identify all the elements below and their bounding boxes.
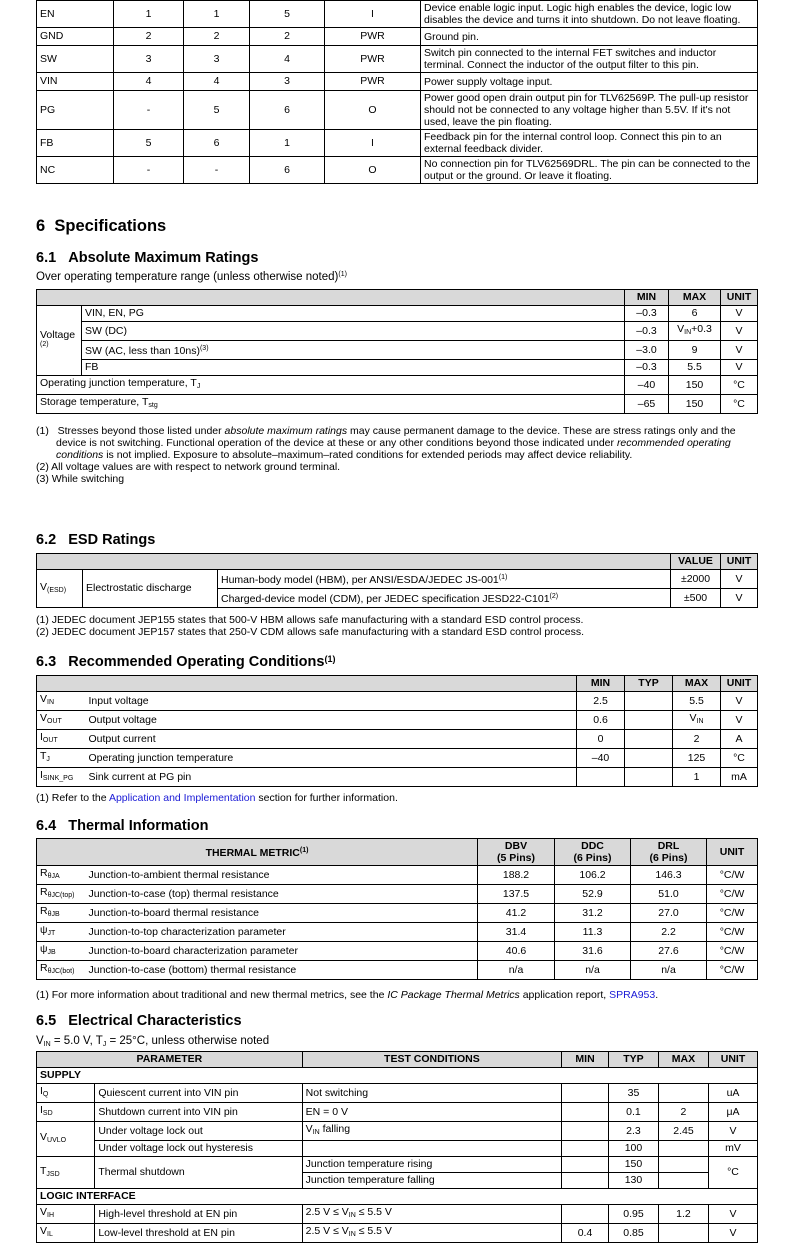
thermal-row: $R_{\theta JC(bot)}$ Junction-to-case (bottom) thermal resistance n/a n/a n/a °C/W — [37, 961, 758, 980]
abs-max-notes: (1) Stresses beyond those listed under absolute maximum ratings may cause permanent damage to the device. These are stress ratings only and the device is not switching. Functional operation of the device at these or any other conditions beyond those indicated under recommended operating conditions is not implied. Exposure to absolute–maximum–rated conditions for extended periods may affect device reliability. (2) All voltage values are with respect to network ground terminal. (3) While switching — [36, 425, 736, 485]
symbol-cell: $V_{IN}$ — [37, 692, 86, 711]
pin-row: SW 3 3 4 PWR Switch pin connected to the internal FET switches and inductor terminal. Connect the inductor of the output filter to this pin. — [37, 46, 758, 73]
pin-row: EN 1 1 5 I Device enable logic input. Logic high enables the device, logic low disables the device and turns it into shutdown. Do not leave floating. — [37, 1, 758, 28]
thermal-table: THERMAL METRIC$^{(1)}$ DBV (5 Pins) DDC (6 Pins) DRL (6 Pins) UNIT $R_{\theta JA}$ Junction-to-ambient thermal resistance 188.2 106.2 146.3 °C/W $R_{\theta JC(top)}$ Junction-to-case (top) thermal resistance 137.5 52.9 51.0 °C/W $R_{\theta JB}$ Junction-to-board thermal resistance 41.2 31.2 27.0 °C/W $\psi_{JT}$ Junction-to-top characterization parameter 31.4 11.3 2.2 °C/W $\psi_{JB}$ Junction-to-board characterization parameter 40.6 31.6 27.6 °C/W $R_{\theta JC(bot)}$ Junction-to-case (bottom) thermal resistance n/a n/a n/a °C/W — [36, 838, 758, 980]
symbol-cell: $I_{SINK\_PG}$ — [37, 768, 86, 787]
spra953-link[interactable]: SPRA953 — [609, 989, 656, 1001]
section-6-1-heading: 6.1 Absolute Maximum Ratings — [36, 250, 259, 266]
voltage-label: Voltage $^{(2)}$ — [37, 306, 82, 376]
pin-functions-table — [36, 0, 758, 184]
section-6-heading: 6 Specifications — [36, 217, 167, 235]
roc-row: $I_{SINK\_PG}$ Sink current at PG pin 1 mA — [37, 768, 758, 787]
pin-row: VIN 4 4 3 PWR Power supply voltage input. — [37, 73, 758, 91]
symbol-cell: $I_{OUT}$ — [37, 730, 86, 749]
electrical-table: PARAMETER TEST CONDITIONS MIN TYP MAX UNIT SUPPLY $I_Q$ Quiescent current into VIN pin Not switching 35 uA $I_{SD}$ Shutdown current into VIN pin EN = 0 V 0.1 2 μA $V_{UVLO}$ Under voltage lock out $V_{IN}$ falling 2.3 2.45 V Under voltage lock out hysteresis 100 mV $T_{JSD}$ Thermal shutdown Junction temperature rising 150 °C Junction temperature falling 130 LOGIC INTERFACE $V_{IH}$ High-level threshold at EN pin 2.5 $V \le V_{IN} \le 5.5$ V 0.95 1.2 V $V_{IL}$ Low-level threshold at EN pin 2.5 $V \le V_{IN} \le 5.5$ V 0.4 0.85 V — [36, 1051, 758, 1243]
roc-row: $V_{IN}$ Input voltage 2.5 5.5 V — [37, 692, 758, 711]
roc-row: $V_{OUT}$ Output voltage 0.6 $V_{IN}$ V — [37, 711, 758, 730]
thermal-row: $R_{\theta JA}$ Junction-to-ambient thermal resistance 188.2 106.2 146.3 °C/W — [37, 866, 758, 885]
symbol-cell: $T_J$ — [37, 749, 86, 768]
elec-conditions: $V_{IN} = 5.0$ V, $T_J = 25^\circ C$, unless otherwise noted — [36, 1035, 270, 1048]
pin-row: FB 5 6 1 I Feedback pin for the internal control loop. Connect this pin to an external feedback divider. — [37, 130, 758, 157]
roc-row: $I_{OUT}$ Output current 0 2 A — [37, 730, 758, 749]
pin-row: GND 2 2 2 PWR Ground pin. — [37, 28, 758, 46]
esd-notes: (1) JEDEC document JEP155 states that 500-V HBM allows safe manufacturing with a standard ESD control process. (2) JEDEC document JEP157 states that 250-V CDM allows safe manufacturing with a standard ESD control process. — [36, 614, 584, 638]
section-6-4-heading: 6.4 Thermal Information — [36, 818, 209, 834]
symbol-cell: $R_{\theta JC(bot)}$ — [37, 961, 86, 980]
thermal-row: $\psi_{JB}$ Junction-to-board characterization parameter 40.6 31.6 27.6 °C/W — [37, 942, 758, 961]
section-6-5-heading: 6.5 Electrical Characteristics — [36, 1013, 242, 1029]
recommended-conditions-table: MIN TYP MAX UNIT $V_{IN}$ Input voltage 2.5 5.5 V $V_{OUT}$ Output voltage 0.6 $V_{IN}$ V $I_{OUT}$ Output current 0 2 A $T_J$ Operating junction temperature –40 125 °C $I_{SINK\_PG}$ Sink current at PG pin 1 mA — [36, 675, 758, 787]
pin-row: PG - 5 6 O Power good open drain output pin for TLV62569P. The pull-up resistor should not be connected to any voltage higher than 5.5V. If it's not used, leave the pin floating. — [37, 91, 758, 130]
application-link[interactable]: Application and Implementation — [108, 792, 256, 804]
roc-note: (1) Refer to the Application and Implementation section for further information. — [36, 792, 398, 804]
thermal-row: $R_{\theta JB}$ Junction-to-board thermal resistance 41.2 31.2 27.0 °C/W — [37, 904, 758, 923]
symbol-cell: $R_{\theta JC(top)}$ — [37, 885, 86, 904]
pin-row: NC - - 6 O No connection pin for TLV62569DRL. The pin can be connected to the output or the ground. Or leave it floating. — [37, 157, 758, 184]
esd-table: VALUE UNIT $V_{(ESD)}$ Electrostatic discharge Human-body model (HBM), per ANSI/ESDA/JEDEC JS-001$^{(1)}$ ±2000 V Charged-device model (CDM), per JEDEC specification JESD22-C101$^{(2)}$ ±500 V — [36, 553, 758, 608]
thermal-row: $R_{\theta JC(top)}$ Junction-to-case (top) thermal resistance 137.5 52.9 51.0 °C/W — [37, 885, 758, 904]
thermal-row: $\psi_{JT}$ Junction-to-top characterization parameter 31.4 11.3 2.2 °C/W — [37, 923, 758, 942]
section-6-2-heading: 6.2 ESD Ratings — [36, 532, 156, 548]
symbol-cell: $V_{OUT}$ — [37, 711, 86, 730]
abs-max-subtitle: Over operating temperature range (unless otherwise noted)$^{(1)}$ — [36, 271, 347, 283]
symbol-cell: $\psi_{JT}$ — [37, 923, 86, 942]
abs-max-table: MIN MAX UNIT Voltage $^{(2)}$ VIN, EN, PG –0.3 6 V SW (DC) –0.3 $V_{IN}+0.3$ V SW (AC, less than 10ns)$^{(3)}$ –3.0 9 V FB –0.3 5.5 V Operating junction temperature, $T_J$ –40 150 °C Storage temperature, $T_{stg}$ –65 150 °C — [36, 289, 758, 414]
symbol-cell: $R_{\theta JB}$ — [37, 904, 86, 923]
roc-row: $T_J$ Operating junction temperature –40 125 °C — [37, 749, 758, 768]
symbol-cell: $\psi_{JB}$ — [37, 942, 86, 961]
section-6-3-heading: 6.3 Recommended Operating Conditions$^{(1)}$ — [36, 654, 336, 670]
thermal-note: (1) For more information about traditional and new thermal metrics, see the IC Package Thermal Metrics application report, SPRA953. — [36, 989, 659, 1001]
symbol-cell: $R_{\theta JA}$ — [37, 866, 86, 885]
